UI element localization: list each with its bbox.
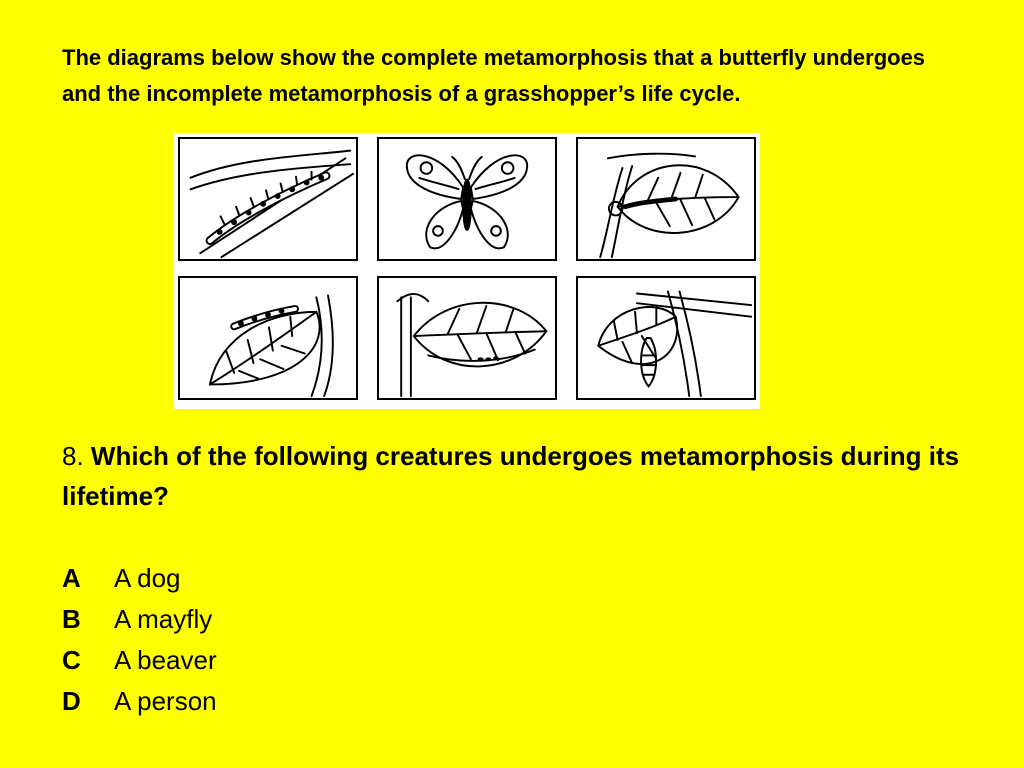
option-d[interactable]: [62, 681, 217, 722]
option-letter: C: [62, 645, 81, 675]
option-text: A person: [114, 686, 217, 716]
caterpillar-eating-leaf-icon: [178, 276, 358, 400]
option-text: A dog: [114, 563, 181, 593]
option-a[interactable]: [62, 558, 217, 599]
butterfly-icon: [377, 137, 557, 261]
option-b[interactable]: [62, 599, 217, 640]
answer-options: [62, 558, 217, 722]
life-cycle-figure: [174, 133, 760, 409]
option-letter: B: [62, 604, 81, 634]
option-letter: A: [62, 563, 81, 593]
pupa-hanging-icon: [576, 276, 756, 400]
question-text: Which of the following creatures undergoes metamorphosis during its lifetime?: [62, 441, 960, 511]
option-text: A mayfly: [114, 604, 213, 634]
eggs-on-leaf-icon: [377, 276, 557, 400]
chrysalis-on-leaf-icon: [576, 137, 756, 261]
option-letter: D: [62, 686, 81, 716]
intro-text: The diagrams below show the complete metamorphosis that a butterfly undergoes and the incomplete metamorphosis of a grasshopper’s life cycle.: [62, 45, 926, 106]
question: [62, 436, 982, 516]
option-c[interactable]: [62, 640, 217, 681]
caterpillar-on-branch-icon: [178, 137, 358, 261]
option-text: A beaver: [114, 645, 217, 675]
question-number: 8.: [62, 441, 84, 471]
